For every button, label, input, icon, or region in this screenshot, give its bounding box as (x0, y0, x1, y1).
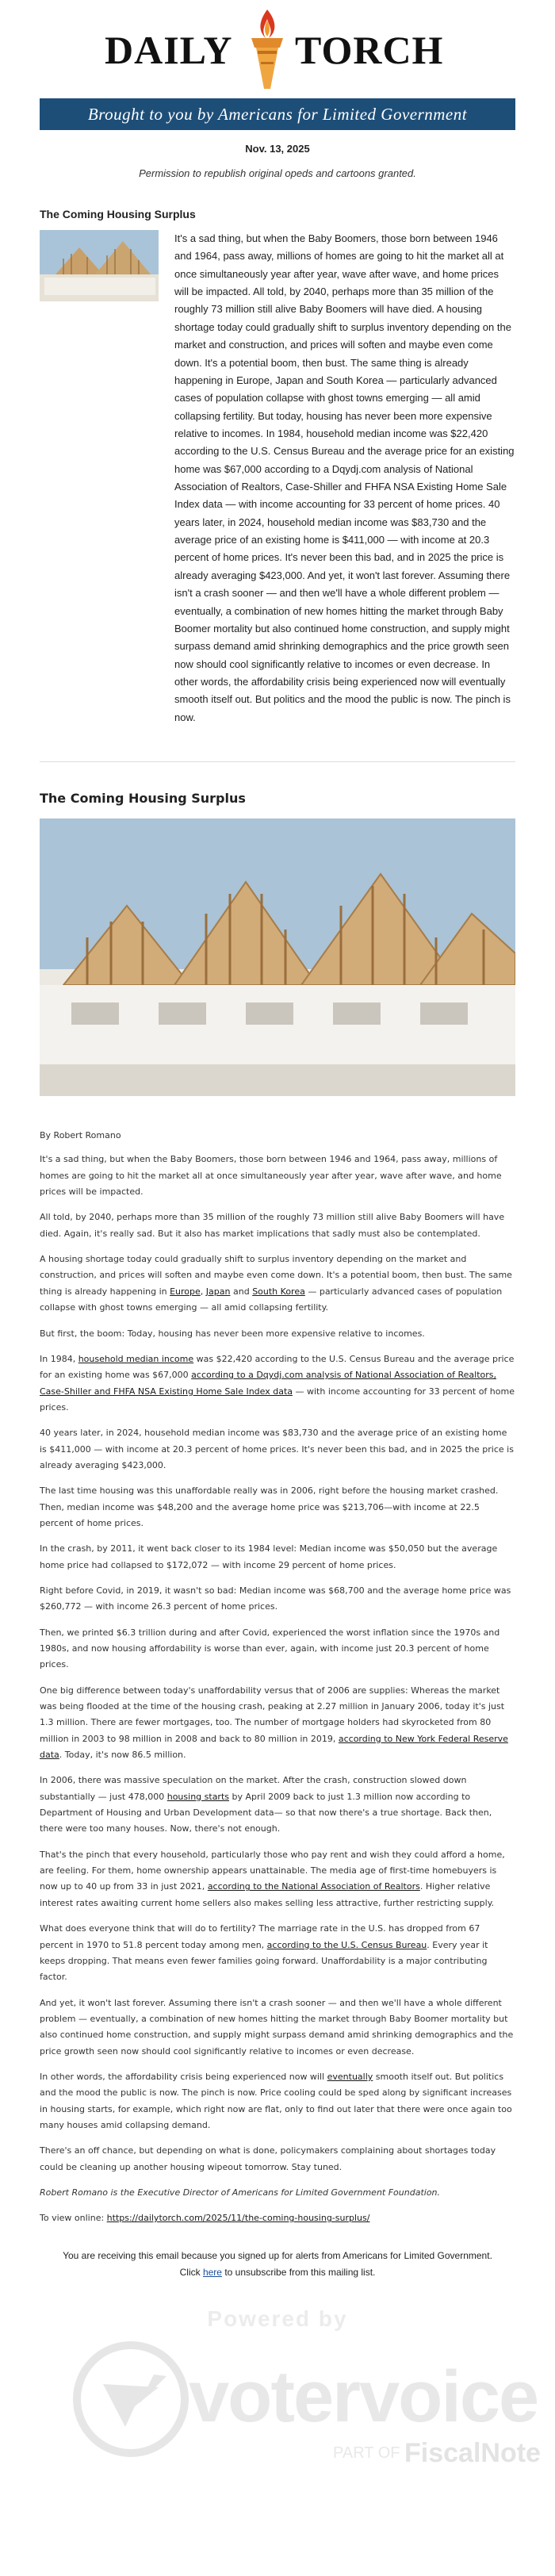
issue-date: Nov. 13, 2025 (245, 143, 310, 155)
email-footer (0, 2248, 555, 2281)
article-paragraph: In the crash, by 2011, it went back closer to its 1984 level: Median income was $50,050 but the average home price had collapsed to $172,072 — with income 29 percent of home prices. (40, 1543, 498, 1570)
article-paragraph: There's an off chance, but depending on what is done, policymakers complaining about shortages today could be cleaning up another housing wipeout tomorrow. Stay tuned. (40, 2145, 496, 2172)
article-paragraph: Then, we printed $6.3 trillion during and after Covid, experienced the worst inflation since the 1970s and 1980s, and now housing affordability is worse than ever, again, with income just 20.3 percent of home prices. (40, 1627, 500, 1670)
article-body (40, 791, 515, 2227)
link-japan[interactable]: Japan (205, 1286, 231, 1297)
article-paragraph: The last time housing was this unaffordable really was in 2006, right before the housing market crashed. Then, median income was $48,200 and the average home price was $213,706—with income at 22.5 percent of home prices. (40, 1485, 499, 1528)
article-paragraph: In 2006, there was massive speculation on the market. After the crash, construction slowed down substantially — just 478,000 housing starts by April 2009 back to just 1.3 million now according to Department of Housing and Urban Development data— so that now there's a true shortage. Back then, there were too many houses. Now, there's not enough. (40, 1775, 492, 1834)
tagline-banner: Brought to you by Americans for Limited Government (40, 98, 515, 130)
hero-image (40, 818, 515, 1096)
powered-by-label: Powered by (207, 2306, 348, 2331)
link-census-bureau[interactable]: according to the U.S. Census Bureau (266, 1939, 427, 1950)
view-online: To view online: https://dailytorch.com/2025/11/the-coming-housing-surplus/ (40, 2213, 370, 2224)
torch-logo-icon (242, 6, 293, 95)
fiscalnote-wordmark: FiscalNote (404, 2437, 541, 2468)
article-paragraph: What does everyone think that will do to fertility? The marriage rate in the U.S. has dropped from 67 percent in 1970 to 51.8 percent today among men, according to the U.S. Census Bureau. Every year it keeps dropping. That means even fewer families going forward. Unaffordability is a major contributing factor. (40, 1923, 488, 1983)
unsubscribe-link[interactable]: here (202, 2266, 222, 2278)
article-paragraph: 40 years later, in 2024, household median income was $83,730 and the average price of an existing home is $411,000 — with income at 20.3 percent of home prices. It's never been this bad, and in 2025 the price is already averaging $423,000. (40, 1428, 514, 1470)
link-south-korea[interactable]: South Korea (252, 1286, 305, 1297)
link-housing-starts[interactable]: housing starts (166, 1791, 229, 1802)
section-divider (40, 761, 515, 762)
article-paragraph: It's a sad thing, but when the Baby Boomers, those born between 1946 and 1964, pass away, millions of homes are going to hit the market all at once simultaneously year after year, wave after wave, and home prices will be impacted. (40, 1154, 502, 1198)
permission-note: Permission to republish original opeds and cartoons granted. (139, 167, 416, 179)
article-paragraph: Right before Covid, in 2019, it wasn't so bad: Median income was $68,700 and the average home price was $260,772 — with income 26.3 percent of home prices. (40, 1585, 511, 1612)
link-household-median-income[interactable]: household median income (78, 1353, 194, 1364)
article-paragraph: And yet, it won't last forever. Assuming there isn't a crash sooner — and then we'll have a whole different problem — eventually, a combination of new homes hitting the market through Baby Boomer mortality but also continued home construction, and supply might surpass demand amid shrinking demographics and the price growth seen now should cool significantly relative to incomes or even decrease. (40, 1997, 514, 2057)
article-paragraph: A housing shortage today could gradually shift to surplus inventory depending on the market and construction, and prices will soften and maybe even come down. It's a potential boom, then bust. The same thing is already happening in Europe, Japan and South Korea — particularly advanced cases of population collapse with ghost towns emerging — all amid collapsing fertility. (40, 1254, 512, 1313)
article-summary (40, 208, 515, 726)
link-nar[interactable]: according to the National Association of Realtors (207, 1881, 420, 1892)
votervoice-brand (0, 2294, 555, 2484)
part-of-label: PART OF (333, 2444, 400, 2462)
article-paragraph: All told, by 2040, perhaps more than 35 million of the roughly 73 million still alive Baby Boomers will have died. Again, it's really sad. But it also has market implications that sadly must also be contemplated. (40, 1212, 505, 1239)
summary-title[interactable]: The Coming Housing Surplus (40, 208, 196, 220)
author-note: Robert Romano is the Executive Director of Americans for Limited Government Foundation. (40, 2187, 441, 2198)
masthead (0, 0, 555, 98)
article-paragraph: That's the pinch that every household, particularly those who pay rent and wish they could afford a home, are feeling. For them, home ownership appears unattainable. The media age of first-time homebuyers is now up to 40 up from 33 in just 2021, according to the National Association of Realtors. Higher relative interest rates awaiting current home sellers also makes selling less attractive, further restricting supply. (40, 1849, 505, 1908)
view-online-link[interactable]: https://dailytorch.com/2025/11/the-coming-housing-surplus/ (106, 2213, 370, 2224)
link-europe[interactable]: Europe (170, 1286, 201, 1297)
article-paragraph: One big difference between today's unaffordability versus that of 2006 are supplies: Whereas the market was being flooded at the time of the housing crash, peaking at 2.27 million in January 2006, today it's just 1.3 million. There are fewer mortgages, too. The number of mortgage holders had skyrocketed from 80 million in 2003 to 98 million in 2008 and back to 80 million in 2019, according to New York Federal Reserve data. Today, it's now 86.5 million. (40, 1685, 508, 1761)
votervoice-logo-icon (71, 2340, 190, 2459)
votervoice-wordmark: votervoice (189, 2356, 538, 2437)
summary-text: It's a sad thing, but when the Baby Boomers, those born between 1946 and 1964, pass away, millions of homes are going to hit the market all at once simultaneously year after year, wave after wave, and home prices will be impacted. All told, by 2040, perhaps more than 35 million of the roughly 73 million still alive Baby Boomers will have died. A housing shortage today could gradually shift to surplus inventory depending on the market and construction, and prices will soften and maybe even come down. It's a potential boom, then bust. The same thing is already happening in Europe, Japan and South Korea — particularly advanced cases of population collapse with ghost towns emerging — all amid collapsing fertility. But today, housing has never been more expensive relative to incomes. In 1984, household median income was $22,420 according to the U.S. Census Bureau and the average price for an existing home was $67,000 according to a Dqydj.com analysis of National Association of Realtors, Case-Shiller and FHFA NSA Existing Home Sale Index data — with income accounting for 33 percent of home prices. 40 years later, in 2024, household median income was $83,730 and the average price of an existing home is $411,000 — with income at 20.3 percent of home prices. It's never been this bad, and in 2025 the price is already averaging $423,000. And yet, it won't last forever. Assuming there isn't a crash sooner — and then we'll have a whole different problem — eventually, a combination of new homes hitting the market through Baby Boomer mortality but also continued home construction, and supply might surpass demand amid shrinking demographics and the price growth seen now should cool significantly relative to incomes or even decrease. In other words, the affordability crisis being experienced now will eventually smooth itself out. But politics and the mood the public is now. The pinch is now. (174, 232, 515, 723)
unsubscribe-line: Click here to unsubscribe from this mailing list. (179, 2266, 376, 2278)
brand-name-torch: TORCH (295, 28, 444, 72)
article-paragraph: But first, the boom: Today, housing has never been more expensive relative to incomes. (40, 1328, 425, 1339)
summary-thumbnail[interactable] (40, 230, 159, 301)
article-paragraph: In 1984, household median income was $22,420 according to the U.S. Census Bureau and the average price for an existing home was $67,000 according to a Dqydj.com analysis of National Association of Realtors, Case-Shiller and FHFA NSA Existing Home Sale Index data — with income accounting for 33 percent of home prices. (40, 1353, 515, 1413)
brand-name-daily: DAILY (105, 28, 233, 72)
subscription-notice: You are receiving this email because you signed up for alerts from Americans for Limited Government. (63, 2249, 492, 2261)
article-title: The Coming Housing Surplus (40, 791, 246, 807)
link-dqydj-analysis[interactable]: according to a Dqydj.com analysis of National Association of Realtors, Case-Shiller and FHFA NSA Existing Home Sale Index data (40, 1370, 497, 1397)
article-paragraph: In other words, the affordability crisis being experienced now will eventually smooth itself out. But politics and the mood the public is now. The pinch is now. Price cooling could be sped along by significant increases in housing starts, for example, which right now are flat, only to find out later that there were once again too many houses amid collapsing demand. (40, 2071, 512, 2130)
link-ny-fed-data[interactable]: according to New York Federal Reserve data (40, 1733, 508, 1761)
link-eventually[interactable]: eventually (327, 2071, 373, 2082)
article-byline: By Robert Romano (40, 1130, 121, 1141)
